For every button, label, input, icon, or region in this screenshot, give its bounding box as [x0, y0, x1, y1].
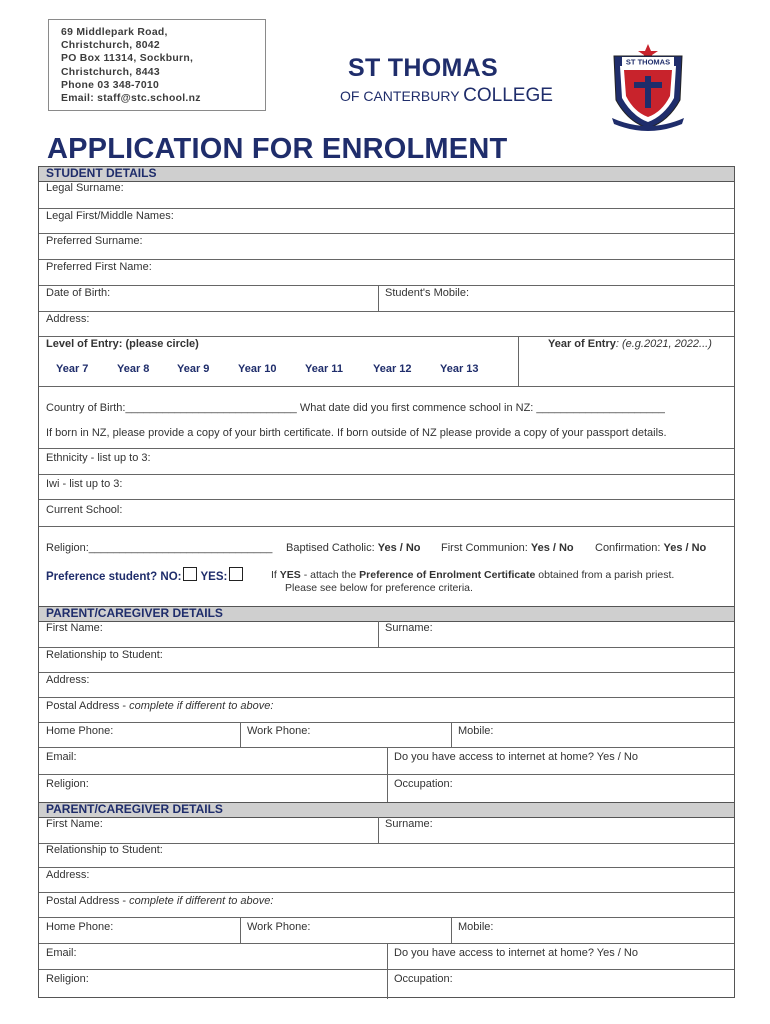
note-text: If: [271, 569, 280, 581]
school-subtitle-small: OF CANTERBURY: [340, 88, 464, 104]
divider: [39, 233, 734, 234]
preference-no-checkbox[interactable]: [183, 567, 197, 581]
school-subtitle: [340, 85, 553, 107]
preferred-first-name-label: Preferred First Name:: [46, 261, 152, 273]
school-name: ST THOMAS: [348, 54, 498, 82]
parent-first-name-label: First Name:: [46, 818, 103, 830]
legal-first-names-label: Legal First/Middle Names:: [46, 210, 174, 222]
divider: [39, 774, 734, 775]
baptised-options[interactable]: Yes / No: [377, 542, 421, 554]
divider-vertical: [240, 917, 241, 943]
parent-relationship-label: Relationship to Student:: [46, 649, 163, 661]
parent-occupation-label: Occupation:: [394, 778, 453, 790]
note-text: - attach the: [300, 569, 360, 581]
divider: [39, 336, 734, 337]
address-line: 69 Middlepark Road,: [61, 27, 168, 38]
confirmation-label: Confirmation:: [595, 542, 664, 554]
divider: [39, 892, 734, 893]
divider: [39, 499, 734, 500]
ethnicity-label: Ethnicity - list up to 3:: [46, 452, 151, 464]
divider-vertical: [240, 722, 241, 747]
parent-occupation-label: Occupation:: [394, 973, 453, 985]
divider: [39, 867, 734, 868]
parent-religion-label: Religion:: [46, 778, 89, 790]
year-option-10[interactable]: Year 10: [238, 363, 277, 375]
preference-no-label: Preference student? NO:: [46, 571, 182, 583]
parent-address-label: Address:: [46, 674, 90, 686]
divider-vertical: [451, 722, 452, 747]
confirmation: [595, 542, 706, 554]
section-header-student: STUDENT DETAILS: [39, 166, 734, 182]
divider: [39, 969, 734, 970]
level-of-entry-label: Level of Entry: (please circle): [46, 338, 199, 350]
year-option-9[interactable]: Year 9: [177, 363, 210, 375]
first-communion: [441, 542, 574, 554]
divider: [39, 285, 734, 286]
divider: [39, 697, 734, 698]
parent-internet-question: Do you have access to internet at home? Yes / No: [394, 947, 638, 959]
country-of-birth-line: Country of Birth:____________________________ What date did you first commence school in NZ: _____________________: [46, 402, 665, 414]
phone-line: Phone 03 348-7010: [61, 79, 160, 91]
divider: [39, 672, 734, 673]
address-line: PO Box 11314, Sockburn,: [61, 53, 194, 65]
divider: [39, 474, 734, 475]
divider: [39, 259, 734, 260]
parent-postal-address-label: [46, 700, 273, 712]
preference-criteria-note: Please see below for preference criteria.: [285, 582, 473, 594]
student-address-label: Address:: [46, 313, 90, 325]
parent-postal-address-label: [46, 895, 273, 907]
school-crest-logo: [608, 42, 688, 132]
crest-label: ST THOMAS: [625, 57, 671, 67]
school-subtitle-big: COLLEGE: [463, 85, 553, 106]
iwi-label: Iwi - list up to 3:: [46, 478, 123, 490]
divider-vertical: [378, 285, 379, 311]
postal-label: Postal Address -: [46, 895, 130, 907]
parent-religion-label: Religion:: [46, 973, 89, 985]
confirmation-options[interactable]: Yes / No: [663, 542, 707, 554]
preference-yes-checkbox[interactable]: [229, 567, 243, 581]
postal-note: complete if different to above:: [129, 700, 274, 712]
parent-surname-label: Surname:: [385, 622, 433, 634]
religion-line: Religion:______________________________: [46, 542, 273, 554]
preference-student: [46, 567, 243, 583]
divider-vertical: [518, 336, 519, 386]
birth-document-note: If born in NZ, please provide a copy of your birth certificate. If born outside of NZ please provide a copy of your passport details.: [46, 427, 667, 439]
communion-label: First Communion:: [441, 542, 531, 554]
student-mobile-label: Student's Mobile:: [385, 287, 470, 299]
parent-address-label: Address:: [46, 869, 90, 881]
divider: [39, 386, 734, 387]
date-of-birth-label: Date of Birth:: [46, 287, 111, 299]
postal-note: complete if different to above:: [129, 895, 274, 907]
current-school-label: Current School:: [46, 504, 123, 516]
section-header-parent-1: PARENT/CAREGIVER DETAILS: [39, 606, 734, 622]
year-of-entry-example: : (e.g.2021, 2022...): [615, 338, 712, 350]
baptised-catholic: [286, 542, 421, 554]
parent-surname-label: Surname:: [385, 818, 433, 830]
note-text: YES: [279, 569, 301, 581]
year-option-12[interactable]: Year 12: [373, 363, 412, 375]
postal-label: Postal Address -: [46, 700, 130, 712]
address-box: [48, 19, 266, 111]
year-option-7[interactable]: Year 7: [56, 363, 89, 375]
parent-email-label: Email:: [46, 751, 77, 763]
parent-mobile-label: Mobile:: [458, 725, 494, 737]
preferred-surname-label: Preferred Surname:: [46, 235, 143, 247]
year-of-entry-label: [548, 338, 712, 350]
parent-home-phone-label: Home Phone:: [46, 725, 114, 737]
divider: [39, 448, 734, 449]
parent-work-phone-label: Work Phone:: [247, 921, 311, 933]
communion-options[interactable]: Yes / No: [530, 542, 574, 554]
year-option-13[interactable]: Year 13: [440, 363, 479, 375]
divider-vertical: [378, 621, 379, 647]
parent-relationship-label: Relationship to Student:: [46, 844, 163, 856]
page-title: APPLICATION FOR ENROLMENT: [47, 133, 508, 165]
legal-surname-label: Legal Surname:: [46, 182, 124, 194]
address-line: Christchurch, 8042: [61, 40, 160, 52]
divider: [39, 526, 734, 527]
parent-email-label: Email:: [46, 947, 77, 959]
note-text: Preference of Enrolment Certificate: [359, 569, 536, 581]
section-header-parent-2: PARENT/CAREGIVER DETAILS: [39, 802, 734, 818]
divider-vertical: [378, 817, 379, 843]
divider: [39, 208, 734, 209]
divider: [39, 311, 734, 312]
email-line: Email: staff@stc.school.nz: [61, 93, 201, 105]
divider: [39, 722, 734, 723]
divider: [39, 917, 734, 918]
parent-internet-question: Do you have access to internet at home? Yes / No: [394, 751, 638, 763]
preference-note: [271, 569, 674, 581]
preference-yes-label: YES:: [200, 571, 228, 583]
year-option-11[interactable]: Year 11: [305, 363, 343, 375]
parent-home-phone-label: Home Phone:: [46, 921, 114, 933]
divider-vertical: [451, 917, 452, 943]
enrolment-form: [38, 166, 735, 998]
note-text: obtained from a parish priest.: [535, 569, 675, 581]
parent-mobile-label: Mobile:: [458, 921, 494, 933]
year-option-8[interactable]: Year 8: [117, 363, 150, 375]
year-of-entry-text: Year of Entry: [548, 338, 616, 350]
baptised-label: Baptised Catholic:: [286, 542, 378, 554]
parent-first-name-label: First Name:: [46, 622, 103, 634]
divider: [39, 647, 734, 648]
parent-work-phone-label: Work Phone:: [247, 725, 311, 737]
address-line: Christchurch, 8443: [61, 66, 160, 78]
divider-vertical: [387, 943, 388, 999]
